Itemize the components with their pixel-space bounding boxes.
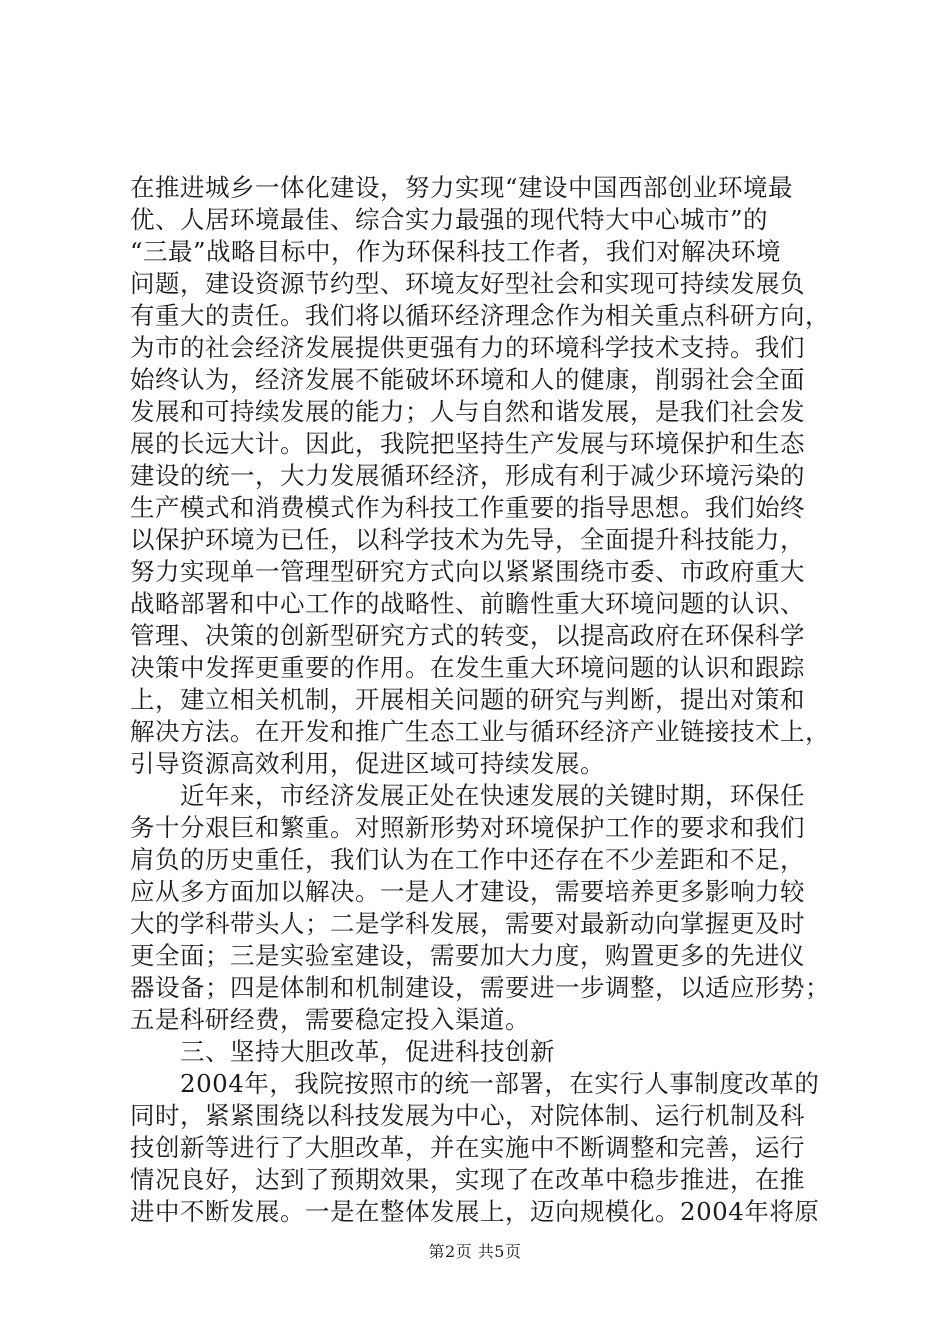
text-line: 有重大的责任。我们将以循环经济理念作为相关重点科研方向， (130, 301, 830, 330)
text-line: 大的学科带头人；二是学科发展，需要对最新动向掌握更及时 (130, 909, 805, 938)
text-line: 始终认为，经济发展不能破坏环境和人的健康，削弱社会全面 (130, 365, 805, 394)
section-heading: 三、坚持大胆改革，促进科技创新 (180, 1037, 555, 1066)
text-line: 解决方法。在开发和推广生态工业与循环经济产业链接技术上， (130, 717, 830, 746)
text-line: “三最”战略目标中，作为环保科技工作者，我们对解决环境 (130, 237, 782, 266)
text-line: 务十分艰巨和繁重。对照新形势对环境保护工作的要求和我们 (130, 813, 805, 842)
text-line: 近年来，市经济发展正处在快速发展的关键时期，环保任 (180, 781, 805, 810)
text-line: 发展和可持续发展的能力；人与自然和谐发展，是我们社会发 (130, 397, 805, 426)
text-line: 器设备；四是体制和机制建设，需要进一步调整，以适应形势； (130, 973, 830, 1002)
text-line: 决策中发挥更重要的作用。在发生重大环境问题的认识和跟踪 (130, 653, 805, 682)
text-line: 在推进城乡一体化建设，努力实现“建设中国西部创业环境最 (130, 173, 794, 202)
text-line: 生产模式和消费模式作为科技工作重要的指导思想。我们始终 (130, 493, 805, 522)
text-line: 肩负的历史重任，我们认为在工作中还存在不少差距和不足， (130, 845, 805, 874)
text-line: 2004年，我院按照市的统一部署，在实行人事制度改革的 (180, 1069, 820, 1098)
text-line: 建设的统一，大力发展循环经济，形成有利于减少环境污染的 (130, 461, 805, 490)
text-line: 五是科研经费，需要稳定投入渠道。 (130, 1005, 530, 1034)
text-line: 引导资源高效利用，促进区域可持续发展。 (130, 749, 605, 778)
text-line: 以保护环境为已任，以科学技术为先导，全面提升科技能力， (130, 525, 805, 554)
text-line: 技创新等进行了大胆改革，并在实施中不断调整和完善，运行 (130, 1133, 805, 1162)
text-line: 上，建立相关机制，开展相关问题的研究与判断，提出对策和 (130, 685, 805, 714)
text-line: 展的长远大计。因此，我院把坚持生产发展与环境保护和生态 (130, 429, 805, 458)
text-line: 同时，紧紧围绕以科技发展为中心，对院体制、运行机制及科 (130, 1101, 805, 1130)
text-line: 为市的社会经济发展提供更强有力的环境科学技术支持。我们 (130, 333, 805, 362)
page-number: 第2页 共5页 (428, 1242, 522, 1261)
text-line: 进中不断发展。一是在整体发展上，迈向规模化。2004年将原 (130, 1197, 820, 1226)
text-line: 问题，建设资源节约型、环境友好型社会和实现可持续发展负 (130, 269, 805, 298)
text-line: 应从多方面加以解决。一是人才建设，需要培养更多影响力较 (130, 877, 805, 906)
text-line: 努力实现单一管理型研究方式向以紧紧围绕市委、市政府重大 (130, 557, 805, 586)
text-line: 战略部署和中心工作的战略性、前瞻性重大环境问题的认识、 (130, 589, 805, 618)
text-line: 优、人居环境最佳、综合实力最强的现代特大中心城市”的 (130, 205, 769, 234)
text-line: 情况良好，达到了预期效果，实现了在改革中稳步推进，在推 (130, 1165, 805, 1194)
text-line: 更全面；三是实验室建设，需要加大力度，购置更多的先进仪 (130, 941, 805, 970)
text-line: 管理、决策的创新型研究方式的转变，以提高政府在环保科学 (130, 621, 805, 650)
